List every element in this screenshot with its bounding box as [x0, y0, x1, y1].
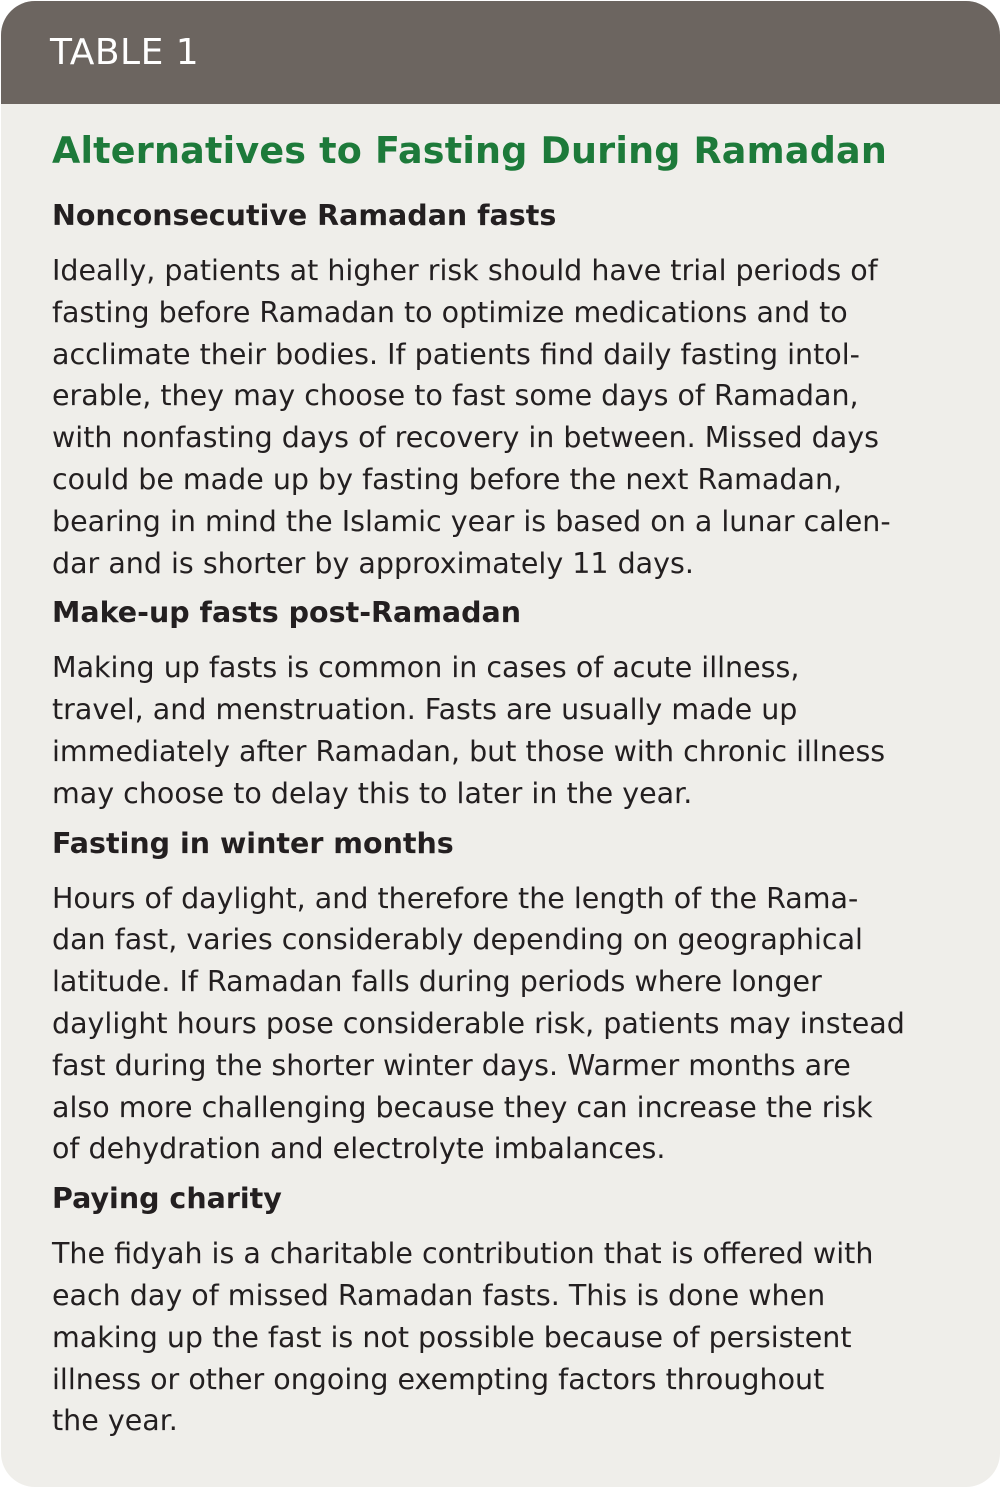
table-number-label: TABLE 1	[50, 32, 200, 73]
table-card	[1, 1, 1000, 1487]
section-heading-winter-fasting: Fasting in winter months	[52, 826, 454, 860]
section-body-winter-fasting: Hours of daylight, and therefore the length of the Rama- dan fast, varies considerably depending on geographical latitude. If Ramadan falls during periods where longer daylight hours pose considerable risk, patients may instead fast during the shorter winter days. Warmer months are also more challenging because they can increase the risk of dehydration and electrolyte imbalances.	[52, 881, 905, 1166]
section-body-nonconsecutive-fasts: Ideally, patients at higher risk should have trial periods of fasting before Ramadan to optimize medications and to acclimate their bodies. If patients find daily fasting intol- erable, they may choose to fast some days of Ramadan, with nonfasting days of recovery in between. Missed days could be made up by fasting before the next Ramadan, bearing in mind the Islamic year is based on a lunar calen- dar and is shorter by approximately 11 days.	[52, 254, 891, 580]
table-content	[1, 104, 1000, 1442]
section-body-paying-charity: The fidyah is a charitable contribution that is offered with each day of missed Ramadan fasts. This is done when making up the fast is not possible because of persistent illness or other ongoing exempting factors throughout the year.	[52, 1237, 874, 1438]
table-header-bar	[1, 1, 1000, 104]
section-heading-nonconsecutive-fasts: Nonconsecutive Ramadan fasts	[52, 199, 557, 232]
section-heading-make-up-fasts: Make-up fasts post-Ramadan	[52, 596, 522, 630]
section-body-make-up-fasts: Making up fasts is common in cases of acute illness, travel, and menstruation. Fasts are usually made up immediately after Ramadan, but those with chronic illness may choose to delay this to later in the year.	[52, 651, 886, 810]
section-heading-paying-charity: Paying charity	[52, 1182, 282, 1216]
table-title: Alternatives to Fasting During Ramadan	[52, 129, 888, 172]
